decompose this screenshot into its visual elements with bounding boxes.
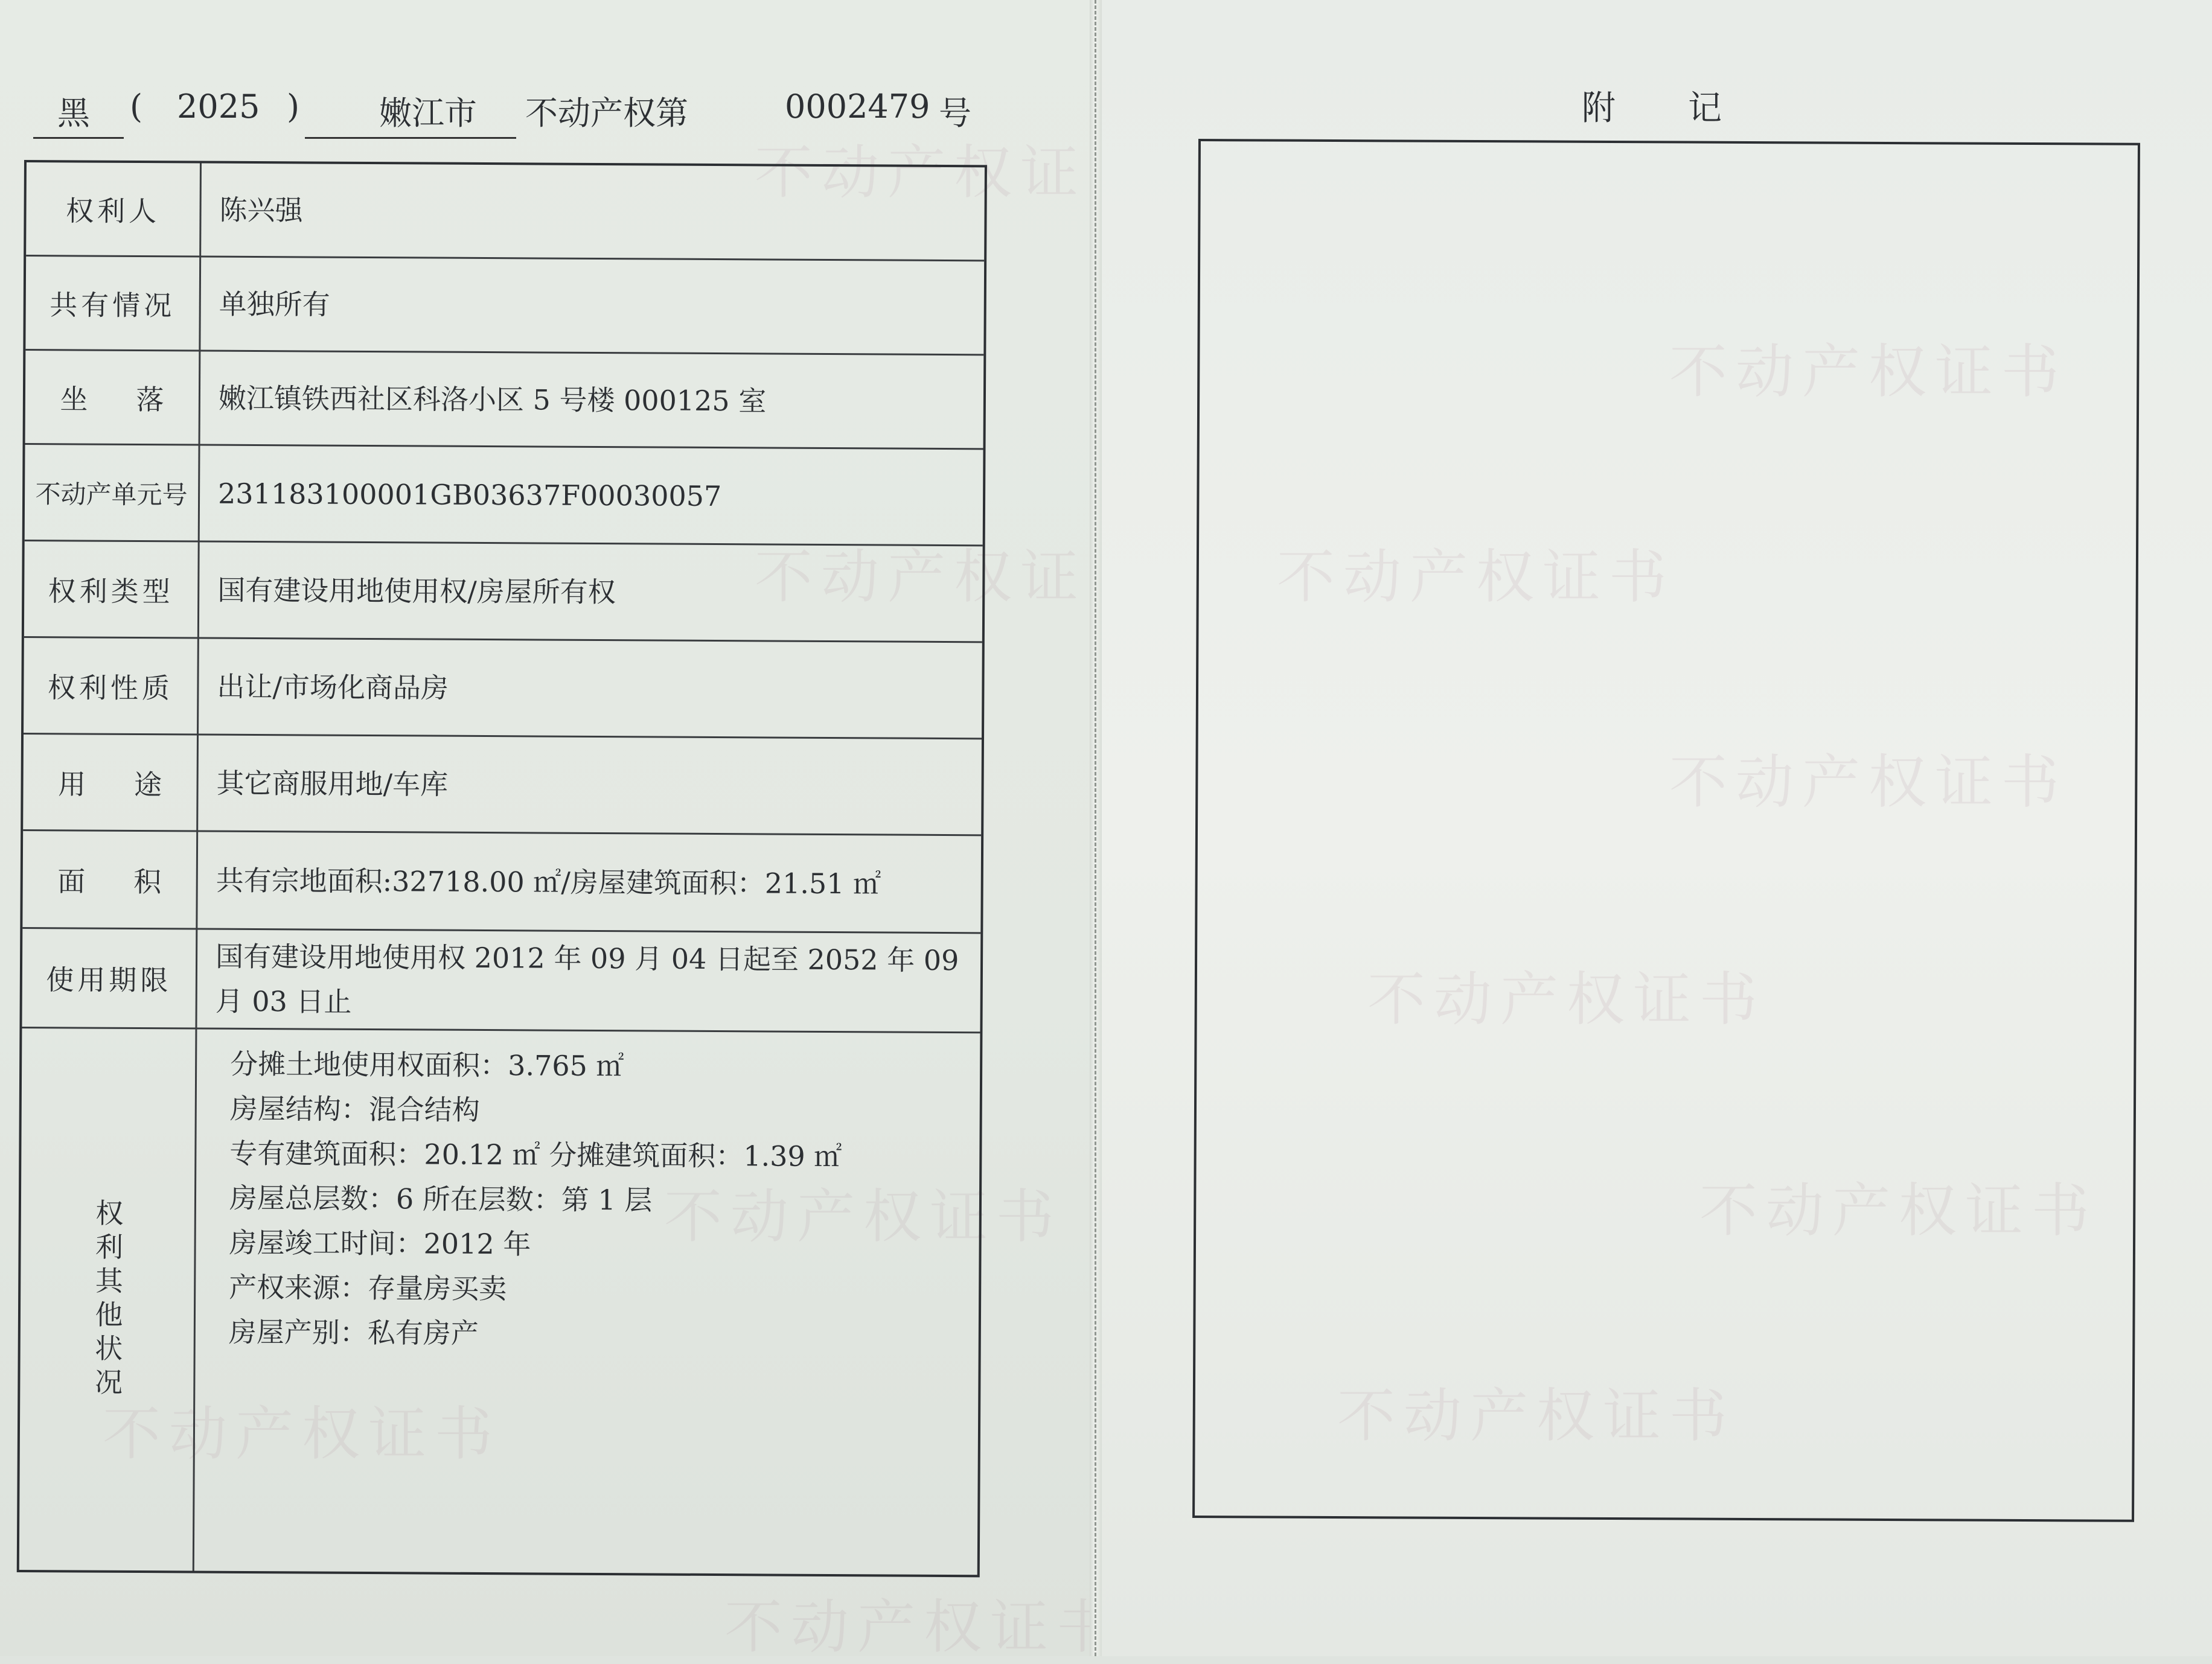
unit-number-label: 不动产单元号 — [25, 445, 200, 541]
watermark: 不动产权证书 — [1337, 1382, 1736, 1450]
right-type-label: 权利类型 — [24, 541, 200, 637]
area-label-text: 面积 — [57, 864, 210, 899]
watermark: 不动产权证书 — [1669, 748, 2068, 816]
row-right-type — [24, 541, 983, 643]
watermark: 不动产权证书 — [755, 543, 1153, 611]
appendix-box — [1192, 139, 2140, 1522]
other-status-line: 房屋竣工时间：2012 年 — [229, 1226, 531, 1261]
obligee-value: 陈兴强 — [219, 193, 303, 226]
watermark: 不动产权证书 — [103, 1400, 501, 1468]
underline — [305, 137, 516, 139]
cert-year: 2025 — [177, 88, 260, 126]
term-value: 国有建设用地使用权 2012 年 09 月 04 日起至 2052 年 09 月 03 日止 — [215, 940, 959, 1018]
row-other-status — [19, 1028, 980, 1575]
co-ownership-label: 共有情况 — [25, 257, 201, 350]
watermark: 不动产权证书 — [755, 139, 1153, 206]
location-label-text: 坐落 — [60, 382, 213, 416]
location-label — [25, 351, 213, 444]
location-value: 嫩江镇铁西社区科洛小区 5 号楼 000125 室 — [218, 381, 767, 417]
usage-label-text: 用途 — [57, 767, 211, 802]
spine-stitching — [1095, 0, 1096, 1656]
cert-type-label: 不动产权第 — [525, 94, 688, 132]
other-status-label: 权利其他状况 — [90, 1198, 124, 1401]
row-usage — [23, 735, 982, 836]
watermark: 不动产权证书 — [1277, 543, 1675, 611]
row-term — [22, 929, 980, 1033]
cert-number-suffix: 号 — [939, 94, 971, 132]
other-status-line: 房屋产别：私有房产 — [228, 1315, 479, 1350]
cert-number: 0002479 — [785, 88, 930, 126]
term-label: 使用期限 — [22, 929, 197, 1028]
other-status-line: 房屋结构：混合结构 — [229, 1092, 480, 1126]
watermark: 不动产权证书 — [664, 1183, 1063, 1251]
close-paren: ) — [287, 88, 300, 126]
province-abbr: 黑 — [57, 94, 90, 132]
right-nature-value: 出让/市场化商品房 — [217, 670, 449, 704]
underline — [33, 137, 124, 139]
open-paren: ( — [130, 88, 143, 126]
row-location — [25, 351, 984, 450]
usage-label — [23, 735, 211, 830]
usage-value: 其它商服用地/车库 — [216, 767, 449, 801]
appendix-title: 附记 — [1582, 89, 1794, 128]
issuing-city: 嫩江市 — [379, 94, 477, 132]
row-right-nature — [24, 638, 982, 739]
watermark: 不动产权证书 — [1367, 966, 1766, 1033]
obligee-label: 权利人 — [26, 162, 202, 256]
row-obligee — [26, 162, 985, 261]
unit-number-value: 231183100001GB03637F00030057 — [217, 477, 722, 512]
area-value: 共有宗地面积:32718.00 ㎡/房屋建筑面积：21.51 ㎡ — [216, 864, 881, 900]
certificate-table — [17, 160, 987, 1577]
other-status-line: 产权来源：存量房买卖 — [229, 1270, 507, 1305]
other-status-label-cell — [19, 1028, 197, 1571]
right-nature-label: 权利性质 — [24, 638, 199, 734]
other-status-details — [229, 1042, 843, 1357]
row-co-ownership — [25, 257, 984, 355]
other-status-line: 房屋总层数：6 所在层数：第 1 层 — [229, 1181, 653, 1217]
other-status-line: 分摊土地使用权面积：3.765 ㎡ — [230, 1047, 624, 1083]
watermark: 不动产权证书 — [1699, 1177, 2098, 1245]
watermark: 不动产权证书 — [1669, 338, 2068, 406]
row-unit-number — [25, 445, 983, 546]
watermark: 不动产权证书 — [724, 1593, 1123, 1661]
row-area — [22, 831, 981, 934]
right-type-value: 国有建设用地使用权/房屋所有权 — [217, 573, 616, 608]
co-ownership-value: 单独所有 — [219, 287, 330, 321]
other-status-line: 专有建筑面积：20.12 ㎡ 分摊建筑面积：1.39 ㎡ — [229, 1136, 842, 1173]
area-label — [22, 831, 210, 928]
